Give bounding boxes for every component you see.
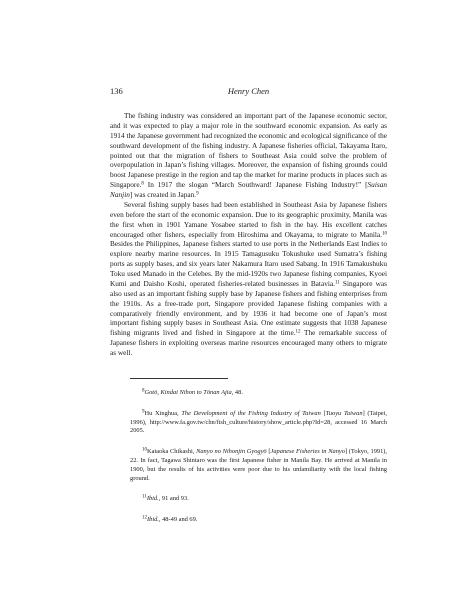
footnote: $^{12}$Ibid., 48-49 and 69. [142, 515, 198, 524]
footnote-divider [130, 378, 228, 379]
paragraph: The fishing industry was considered an important part of the Japanese economic sector, and it was expected to play a major role in the southward economic expansion. As early as 1914 the Japanese government had recognized the economic and ecological significance of the southward development of the fishing industry. A Japanese fisheries official, Takayama Itaro, pointed out that the migration of fishers to Southeast Asia could solve the problem of overpopulation in Japan’s fishing villages. Moreover, the expansion of fishing grounds could boost Japanese prestige in the region and tap the market for marine products in places such as Singapore.$^8$ In 1917 the slogan “March Southward! Japanese Fishing Industry!” [Suisan Nanjin] was created in Japan.$^9$ [110, 111, 387, 199]
body-text [110, 111, 387, 358]
running-head: Henry Chen [227, 86, 270, 96]
footnote-ref: 8 [141, 181, 144, 187]
page-number: 136 [110, 86, 123, 96]
footnote-ref: 9 [196, 191, 199, 197]
paragraph: Several fishing supply bases had been established in Southeast Asia by Japanese fishers even before the start of the economic expansion. Due to its geographic proximity, Manila was the first when in 1901 Yamane Yosabee started to fish in the bay. His excellent catches encouraged other fishers, especially from Hiroshima and Okayama, to migrate to Manila.$^{10}$ Besides the Philippines, Japanese fishers started to use ports in the Netherlands East Indies to explore nearby marine resources. In 1915 Tamagusuku Tokushuke used Sumatra’s fishing ports as supply bases, and six years later Nakamura Itaro used Sabang. In 1916 Tamakushuku Toku used Manado in the Celebes. By the mid-1920s two Japanese fishing companies, Kyoei Kumi and Daisho Koshi, operated fisheries-related businesses in Batavia.$^{11}$ Singapore was also used as an important fishing supply base by Japanese fishers and fishing enterprises from the 1910s. As a free-trade port, Singapore provided Japanese fishing companies with a comparatively friendly environment, and by 1936 it had become one of Japan’s most important fishing supply bases in Southeast Asia. One estimate suggests that 1038 Japanese fishing migrants lived and fished in Singapore at the time.$^{12}$ The remarkable success of Japanese fishers in exploiting overseas marine resources encouraged many others to migrate as well. [110, 199, 387, 357]
page-header [110, 86, 387, 98]
footnote-ref: 12 [295, 329, 301, 335]
footnote-ref: 11 [334, 280, 340, 286]
footnote: $^9$Hu Xinghua, The Development of the Fishing Industry of Taiwan [Tuoyu Taiwan] (Taipei, 1996), http://www.fa.gov.tw/chn/fish_culture/history/show_article.php?Id=28, accessed 16 March 2005. [130, 409, 388, 435]
footnote-ref: 10 [382, 230, 387, 236]
footnotes [130, 389, 387, 525]
footnote: $^8$Gotō, Kindai Nihon to Tōnan Ajia, 48. [142, 388, 243, 396]
footnote: $^{11}$Ibid., 91 and 93. [142, 494, 189, 503]
footnote: $^{10}$Kataoka Chikashi, Nanyo no Nihonjin Gyogyō [Japanese Fisheries in Nanyo] (Tokyo, 1991), 22. In fact, Tagawa Shintaro was the first Japanese fisher in Manila Bay. He arrived at Manila in 1900, but the results of his activities were poor due to his unfamiliarity with the local fishing ground. [130, 447, 388, 482]
footnote-link[interactable]: ] (Taipei, 1996), http://www.fa.gov.tw/chn/fish_culture/history/show_article.php?Id=28, accessed 16 March 2005. [130, 409, 388, 435]
